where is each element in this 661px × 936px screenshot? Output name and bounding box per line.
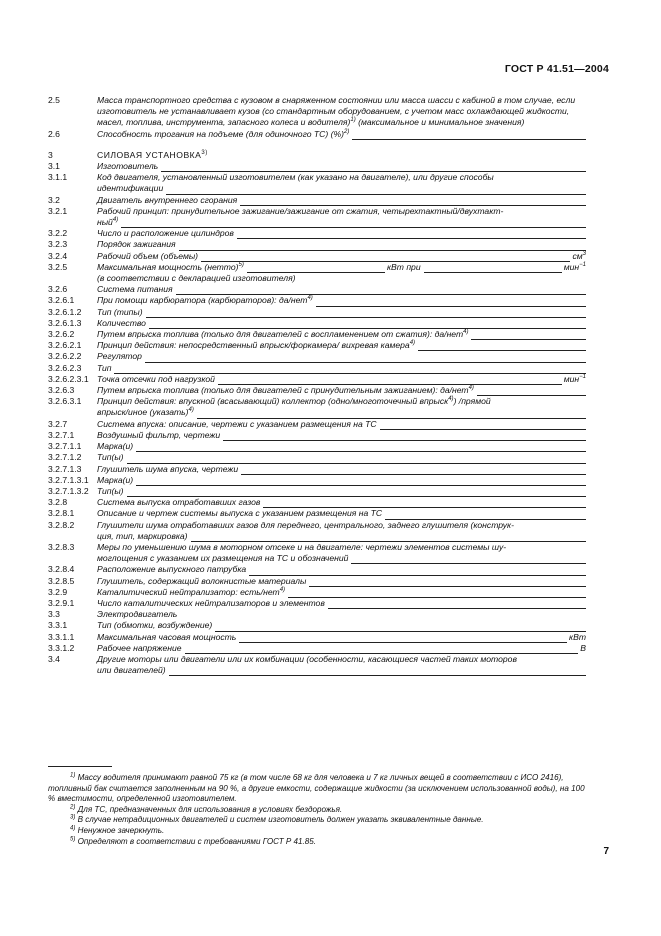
entry-line[interactable] <box>316 297 586 307</box>
form-row-3-2-6-3 <box>48 385 586 396</box>
item-text: Тип(ы) <box>97 485 124 496</box>
item-number: 3.2.8.4 <box>48 564 75 575</box>
form-row-3-3-1 <box>48 620 586 631</box>
form-row-3-2-7-1-2 <box>48 452 586 463</box>
item-text-cont: идентификации <box>97 183 164 194</box>
unit-superscript: 3 <box>582 250 586 257</box>
footnote-separator <box>48 766 112 767</box>
item-text: Расположение выпускного патрубка <box>97 564 247 575</box>
footnote-text: Для ТС, предназначенных для использования в условиях бездорожья. <box>77 804 343 814</box>
item-text: Тип (обмотки, возбуждение) <box>97 620 213 631</box>
item-number: 3.2.4 <box>48 250 68 261</box>
item-text: Тип(ы) <box>97 452 124 463</box>
footnote-2 <box>48 805 586 816</box>
item-text: Принцип действия: непосредственный впрыск/форкамера/ вихревая камера <box>97 340 410 351</box>
form-row-3-2-6-2-3-1 <box>48 374 586 385</box>
entry-line[interactable] <box>328 599 586 609</box>
item-number: 3.2.9 <box>48 586 68 597</box>
form-row-3-2-8-4 <box>48 564 586 575</box>
footnote-5 <box>48 837 586 848</box>
footnote-mark: 5) <box>70 835 76 842</box>
item-text: Точка отсечки под нагрузкой <box>97 373 215 384</box>
item-number: 3 <box>48 149 53 160</box>
form-row-3-2-8-2 <box>48 520 586 542</box>
item-number: 3.2.3 <box>48 239 68 250</box>
footnote-ref: 4) <box>307 295 313 302</box>
entry-line[interactable] <box>380 420 586 430</box>
section-heading-3 <box>48 150 586 161</box>
item-text: Масса транспортного средства с кузовом в снаряженном состоянии или масса шасси с кабиной в том случае, если изготовитель не устанавливает кузов (со стандартным оборудованием, с учетом масс охлаждающей жидкости, масел, топлива, инструмента, запасного колеса и водителя) <box>97 95 576 128</box>
item-number: 2.5 <box>48 95 60 105</box>
item-text-cont: ный <box>97 217 113 228</box>
form-row-3-1 <box>48 161 586 172</box>
form-row-3-3-1-1 <box>48 632 586 643</box>
footnote-ref: 4) <box>463 329 469 336</box>
item-text: Система питания <box>97 284 173 295</box>
item-text-tail: (максимальное и минимальное значения) <box>355 117 525 128</box>
item-number: 3.2.7.1.1 <box>48 441 82 452</box>
form-row-3-2-8-1 <box>48 508 586 519</box>
entry-line[interactable] <box>263 498 586 508</box>
item-number: 3.2.6.2 <box>48 329 75 340</box>
form-rows <box>48 95 586 676</box>
form-row-3-2-8-5 <box>48 576 586 587</box>
item-number: 3.2.9.1 <box>48 597 75 608</box>
item-text: Путем впрыска топлива (только для двигателей с принудительным зажиганием): да/нет <box>97 385 469 396</box>
form-row-3-3-1-2 <box>48 643 586 654</box>
entry-line[interactable] <box>136 442 586 452</box>
item-text: Число и расположение цилиндров <box>97 228 234 239</box>
form-row-2-6 <box>48 129 586 140</box>
section-title: СИЛОВАЯ УСТАНОВКА <box>97 149 202 160</box>
item-text: Другие моторы или двигатели или их комбинации (особенности, касающиеся частей таких моторов <box>97 653 517 664</box>
item-number: 3.2.7.1.3.1 <box>48 474 89 485</box>
form-row-2-5 <box>48 95 586 129</box>
footnote-ref: 4) <box>448 396 454 403</box>
item-number: 3.2.5 <box>48 261 68 272</box>
footnote-ref: 1) <box>350 117 356 124</box>
footnote-ref: 3) <box>201 149 208 156</box>
item-text: Тип (типы) <box>97 306 143 317</box>
item-text: При помощи карбюратора (карбюраторов): да/нет <box>97 295 308 306</box>
footnote-text: Массу водителя принимают равной 75 кг (в том числе 68 кг для человека и 7 кг личных вещей в соответствии с ИСО 2416), топливный бак считается заполненным на 90 %, а другие емкости, содержащие жидкости (за исключением использованной воды), на 100 % вместимости, определенной изготовителем. <box>48 773 585 804</box>
entry-line[interactable] <box>161 162 586 172</box>
item-text: Путем впрыска топлива (только для двигателей с воспламенением от сжатия): да/нет <box>97 329 464 340</box>
entry-line[interactable] <box>471 330 586 340</box>
item-text: Количество <box>97 317 146 328</box>
footnote-text: Ненужное зачеркнуть. <box>77 825 165 835</box>
item-number: 3.2.2 <box>48 228 68 239</box>
unit-label-2: мин <box>563 261 580 272</box>
item-number: 3.2.1 <box>48 205 68 216</box>
page-number: 7 <box>603 846 609 857</box>
form-row-3-2-9 <box>48 587 586 598</box>
footnote-4 <box>48 826 586 837</box>
footnotes <box>48 773 586 847</box>
entry-line[interactable] <box>197 409 586 419</box>
form-row-3-2-7-1 <box>48 430 586 441</box>
form-row-3-4 <box>48 654 586 676</box>
form-row-3-2-4 <box>48 251 586 262</box>
form-row-3-2 <box>48 195 586 206</box>
footnote-ref: 4) <box>409 340 416 347</box>
form-row-3-2-6 <box>48 284 586 295</box>
entry-line[interactable] <box>169 666 586 676</box>
footnote-1 <box>48 773 586 805</box>
item-text: Каталитический нейтрализатор: есть/нет <box>97 586 280 597</box>
entry-line[interactable] <box>145 353 586 363</box>
item-text-b: ) /прямой <box>453 396 491 407</box>
entry-line[interactable] <box>241 465 586 475</box>
footnote-ref: 4) <box>468 385 474 392</box>
form-row-3-2-6-1-2 <box>48 307 586 318</box>
item-number: 3.2.6.2.3 <box>48 362 82 373</box>
entry-line[interactable] <box>249 566 586 576</box>
unit-superscript: −1 <box>579 261 586 268</box>
item-number: 3.2.7.1 <box>48 429 75 440</box>
item-number: 3.2.6.2.3.1 <box>48 373 89 384</box>
item-number: 3.2.7.1.2 <box>48 452 82 463</box>
item-text-cont: ция, тип, маркировка) <box>97 530 188 541</box>
entry-line[interactable] <box>149 319 586 329</box>
entry-line[interactable] <box>309 577 586 587</box>
item-text: Максимальная мощность (нетто) <box>97 261 239 272</box>
item-number: 3.3.1 <box>48 620 68 631</box>
form-row-3-2-7-1-3-1 <box>48 475 586 486</box>
form-row-3-2-6-3-1 <box>48 396 586 418</box>
entry-line[interactable] <box>240 196 586 206</box>
form-row-3-2-7-1-1 <box>48 441 586 452</box>
footnote-ref: 5) <box>238 261 244 268</box>
footnote-ref: 2) <box>343 128 350 135</box>
footnote-3 <box>48 815 586 826</box>
item-text: Воздушный фильтр, чертежи <box>97 429 221 440</box>
unit-label: кВт при <box>386 261 421 272</box>
form-row-3-2-9-1 <box>48 598 586 609</box>
item-number: 3.2.8.1 <box>48 508 75 519</box>
entry-line[interactable] <box>418 341 586 351</box>
item-text: Глушители шума отработавших газов для переднего, центрального, заднего глушителя (конструк- <box>97 519 514 530</box>
item-number: 2.6 <box>48 128 60 139</box>
item-number: 3.4 <box>48 653 60 664</box>
entry-line[interactable] <box>352 130 586 140</box>
item-number: 3.3.1.2 <box>48 642 75 653</box>
item-text: Электродвигатель <box>97 609 178 620</box>
item-text-cont: моглощения с указанием их размещения на ТС и обозначений <box>97 553 349 564</box>
entry-line[interactable] <box>166 185 586 195</box>
item-number: 3.2.7.1.3 <box>48 463 82 474</box>
entry-line[interactable] <box>218 375 562 385</box>
entry-line[interactable] <box>215 622 586 632</box>
form-row-3-2-2 <box>48 228 586 239</box>
item-number: 3.2.6.2.2 <box>48 351 82 362</box>
entry-line[interactable] <box>477 386 586 396</box>
form-row-3-2-6-2-1 <box>48 340 586 351</box>
footnote-mark: 2) <box>70 804 76 811</box>
unit-label: мин <box>563 373 580 384</box>
item-text-cont: впрыск/иное (указать) <box>97 407 189 418</box>
item-text: Способность трогания на подъеме (для одиночного ТС) (%) <box>97 128 344 139</box>
entry-line[interactable] <box>176 285 586 295</box>
item-number: 3.2.6.1 <box>48 295 75 306</box>
entry-line[interactable] <box>237 229 586 239</box>
item-text-cont: (в соответствии с декларацией изготовителя) <box>97 273 296 284</box>
footnote-mark: 4) <box>70 825 76 832</box>
entry-line[interactable] <box>239 633 567 643</box>
item-text: Система впуска: описание, чертежи с указанием размещения на ТС <box>97 418 377 429</box>
item-number: 3.2.6.2.1 <box>48 340 82 351</box>
entry-line-speed[interactable] <box>424 263 562 273</box>
item-text: Описание и чертеж системы выпуска с указанием размещения на ТС <box>97 508 383 519</box>
entry-line[interactable] <box>114 364 586 374</box>
entry-line[interactable] <box>127 454 586 464</box>
item-text: Рабочий принцип: принудительное зажигание/зажигание от сжатия, четырехтактный/двухтакт- <box>97 205 504 216</box>
form-row-3-2-6-2-2 <box>48 351 586 362</box>
item-number: 3.2.8.2 <box>48 519 75 530</box>
footnote-mark: 1) <box>70 772 76 779</box>
form-row-3-2-7 <box>48 419 586 430</box>
form-row-3-2-7-1-3-2 <box>48 486 586 497</box>
item-text: Регулятор <box>97 351 142 362</box>
item-text: Тип <box>97 362 112 373</box>
entry-line[interactable] <box>185 644 579 654</box>
form-row-3-3 <box>48 609 586 620</box>
unit-label: кВт <box>569 631 586 642</box>
form-row-3-1-1 <box>48 172 586 194</box>
entry-line[interactable] <box>351 554 586 564</box>
item-number: 3.2.7.1.3.2 <box>48 485 89 496</box>
item-number: 3.3.1.1 <box>48 631 75 642</box>
item-text: Рабочее напряжение <box>97 642 182 653</box>
item-text: Система выпуска отработавших газов <box>97 497 261 508</box>
form-row-3-2-8-3 <box>48 542 586 564</box>
footnote-text: В случае нетрадиционных двигателей и систем изготовитель должен указать эквивалентные данные. <box>77 815 484 825</box>
document-code: ГОСТ Р 41.51—2004 <box>504 63 609 75</box>
item-text-cont: или двигателей) <box>97 665 166 676</box>
item-text: Порядок зажигания <box>97 239 176 250</box>
item-text: Глушитель шума впуска, чертежи <box>97 463 239 474</box>
item-number: 3.2.6 <box>48 284 68 295</box>
form-row-3-2-5 <box>48 262 586 284</box>
entry-line[interactable] <box>136 476 586 486</box>
entry-line[interactable] <box>127 487 586 497</box>
footnote-text: Определяют в соответствии с требованиями ГОСТ Р 41.85. <box>77 836 317 846</box>
entry-line[interactable] <box>121 218 586 228</box>
form-row-3-2-6-2 <box>48 329 586 340</box>
entry-line[interactable] <box>288 588 586 598</box>
item-number: 3.2.8.3 <box>48 541 75 552</box>
item-number: 3.2.7 <box>48 418 68 429</box>
item-text: Число каталитических нейтрализаторов и элементов <box>97 597 325 608</box>
item-text: Глушитель, содержащий волокнистые материалы <box>97 575 307 586</box>
form-row-3-2-6-1-3 <box>48 318 586 329</box>
entry-line[interactable] <box>146 308 586 318</box>
item-number: 3.2.8.5 <box>48 575 75 586</box>
item-number: 3.1 <box>48 161 60 172</box>
item-text: Марка(и) <box>97 441 134 452</box>
form-row-3-2-3 <box>48 239 586 250</box>
item-text: Двигатель внутреннего сгорания <box>97 194 238 205</box>
item-text: Максимальная часовая мощность <box>97 631 237 642</box>
footnote-ref: 4) <box>279 586 286 593</box>
item-number: 3.2.6.1.3 <box>48 317 82 328</box>
item-number: 3.2 <box>48 194 60 205</box>
unit-superscript: −1 <box>579 374 586 381</box>
item-number: 3.1.1 <box>48 172 68 183</box>
entry-line-power[interactable] <box>247 263 385 273</box>
unit-label: В <box>580 642 586 653</box>
entry-line[interactable] <box>385 510 586 520</box>
form-row-3-2-1 <box>48 206 586 228</box>
item-text: Марка(и) <box>97 474 134 485</box>
footnote-mark: 3) <box>70 814 76 821</box>
entry-line[interactable] <box>191 532 586 542</box>
entry-line[interactable] <box>223 431 586 441</box>
form-row-3-2-7-1-3 <box>48 464 586 475</box>
item-text: Принцип действия: впускной (всасывающий) коллектор (одно/многоточечный впрыск <box>97 396 449 407</box>
item-text: Меры по уменьшению шума в моторном отсеке и на двигателе: чертежи элементов системы шу- <box>97 541 507 552</box>
item-number: 3.2.8 <box>48 497 68 508</box>
item-number: 3.2.6.3.1 <box>48 396 82 407</box>
footnote-ref-2: 4) <box>188 407 194 414</box>
form-row-3-2-8 <box>48 497 586 508</box>
item-text: Изготовитель <box>97 161 159 172</box>
entry-line[interactable] <box>179 241 586 251</box>
item-number: 3.2.6.1.2 <box>48 306 82 317</box>
unit-label: см <box>572 250 583 261</box>
form-row-3-2-6-2-3 <box>48 363 586 374</box>
form-row-3-2-6-1 <box>48 295 586 306</box>
footnote-ref: 4) <box>112 217 119 224</box>
item-number: 3.3 <box>48 609 60 620</box>
item-text: Код двигателя, установленный изготовителем (как указано на двигателе), или другие способы <box>97 172 494 183</box>
item-text: Рабочий объем (объемы) <box>97 250 199 261</box>
item-number: 3.2.6.3 <box>48 385 75 396</box>
entry-line[interactable] <box>201 252 570 262</box>
